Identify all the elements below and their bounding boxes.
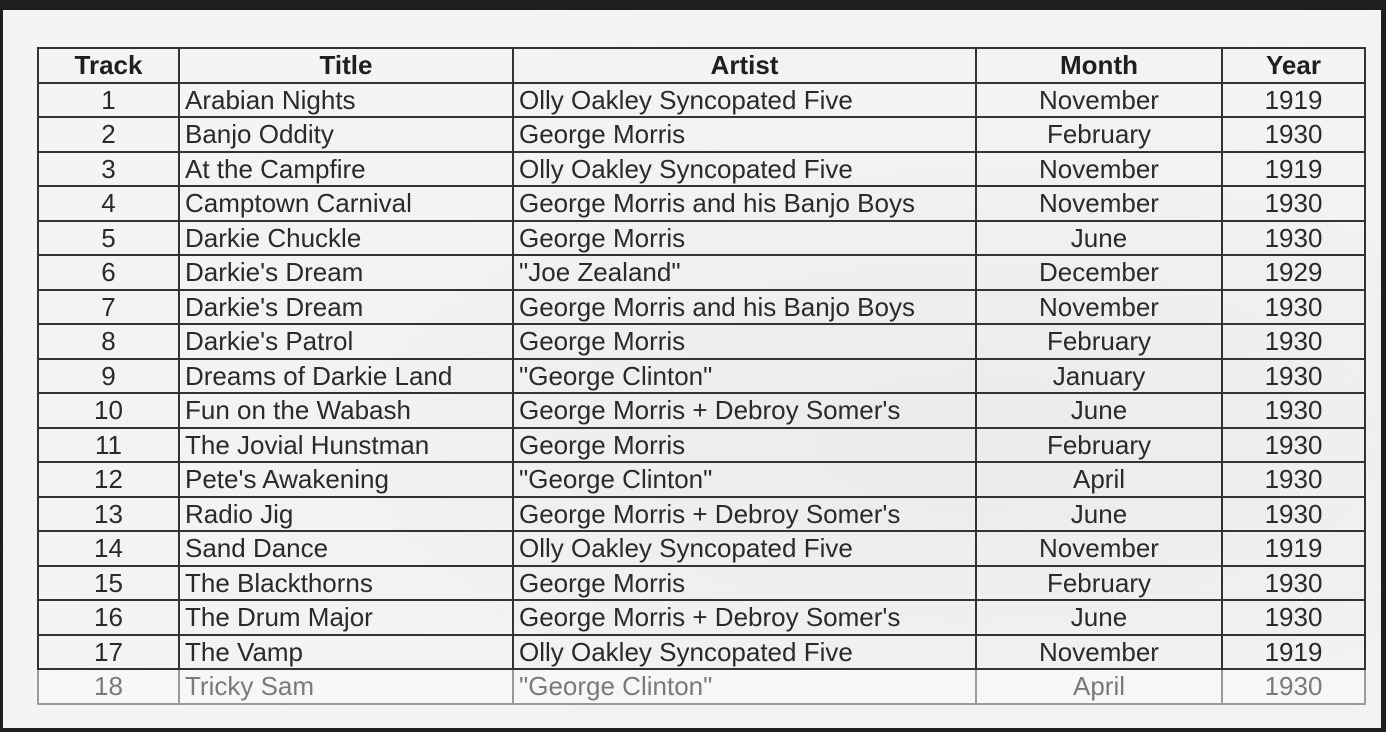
cell-artist: George Morris and his Banjo Boys <box>513 186 976 221</box>
cell-month: June <box>976 393 1222 428</box>
cell-track: 6 <box>38 255 179 290</box>
header-title: Title <box>179 48 513 83</box>
table-row <box>38 152 1365 187</box>
table-row <box>38 186 1365 221</box>
cell-artist: "George Clinton" <box>513 462 976 497</box>
cell-year: 1930 <box>1222 600 1365 635</box>
cell-track: 3 <box>38 152 179 187</box>
cell-title: At the Campfire <box>179 152 513 187</box>
cell-track: 16 <box>38 600 179 635</box>
cell-year: 1930 <box>1222 186 1365 221</box>
table-row <box>38 566 1365 601</box>
cell-track: 12 <box>38 462 179 497</box>
cell-year: 1930 <box>1222 497 1365 532</box>
table-row <box>38 221 1365 256</box>
cell-artist: George Morris + Debroy Somer's <box>513 497 976 532</box>
cell-title: Darkie's Patrol <box>179 324 513 359</box>
cell-track: 8 <box>38 324 179 359</box>
cell-artist: George Morris <box>513 117 976 152</box>
cell-track: 2 <box>38 117 179 152</box>
track-rows <box>38 83 1365 704</box>
cell-track: 14 <box>38 531 179 566</box>
cell-month: February <box>976 324 1222 359</box>
cell-year: 1919 <box>1222 152 1365 187</box>
cell-title: Camptown Carnival <box>179 186 513 221</box>
cell-year: 1919 <box>1222 83 1365 118</box>
cell-month: November <box>976 83 1222 118</box>
cell-month: November <box>976 290 1222 325</box>
cell-artist: Olly Oakley Syncopated Five <box>513 531 976 566</box>
header-month: Month <box>976 48 1222 83</box>
cell-year: 1930 <box>1222 462 1365 497</box>
cell-artist: George Morris + Debroy Somer's <box>513 393 976 428</box>
cell-month: November <box>976 152 1222 187</box>
cell-year: 1929 <box>1222 255 1365 290</box>
cell-artist: George Morris <box>513 221 976 256</box>
scanned-sheet <box>3 10 1381 728</box>
table-row <box>38 393 1365 428</box>
table-row <box>38 531 1365 566</box>
table-row <box>38 290 1365 325</box>
header-row <box>38 48 1365 83</box>
cell-month: June <box>976 221 1222 256</box>
cell-artist: "George Clinton" <box>513 669 976 704</box>
cell-month: November <box>976 186 1222 221</box>
cell-year: 1930 <box>1222 359 1365 394</box>
cell-artist: Olly Oakley Syncopated Five <box>513 635 976 670</box>
table-row <box>38 462 1365 497</box>
cell-title: Darkie's Dream <box>179 255 513 290</box>
cell-year: 1930 <box>1222 428 1365 463</box>
cell-track: 15 <box>38 566 179 601</box>
table-row <box>38 669 1365 704</box>
cell-track: 5 <box>38 221 179 256</box>
track-listing-table <box>37 47 1366 705</box>
cell-title: Banjo Oddity <box>179 117 513 152</box>
table-row <box>38 428 1365 463</box>
cell-track: 17 <box>38 635 179 670</box>
cell-month: April <box>976 669 1222 704</box>
cell-artist: George Morris <box>513 428 976 463</box>
cell-artist: George Morris <box>513 324 976 359</box>
cell-month: April <box>976 462 1222 497</box>
cell-track: 18 <box>38 669 179 704</box>
cell-track: 11 <box>38 428 179 463</box>
table-row <box>38 635 1365 670</box>
cell-title: The Drum Major <box>179 600 513 635</box>
cell-year: 1930 <box>1222 566 1365 601</box>
cell-title: Darkie Chuckle <box>179 221 513 256</box>
cell-artist: "Joe Zealand" <box>513 255 976 290</box>
cell-year: 1919 <box>1222 531 1365 566</box>
cell-month: June <box>976 600 1222 635</box>
cell-title: Darkie's Dream <box>179 290 513 325</box>
cell-artist: George Morris and his Banjo Boys <box>513 290 976 325</box>
cell-month: January <box>976 359 1222 394</box>
cell-year: 1930 <box>1222 669 1365 704</box>
cell-month: November <box>976 531 1222 566</box>
cell-title: Arabian Nights <box>179 83 513 118</box>
cell-month: February <box>976 566 1222 601</box>
cell-title: The Blackthorns <box>179 566 513 601</box>
table-row <box>38 83 1365 118</box>
cell-month: February <box>976 428 1222 463</box>
cell-month: November <box>976 635 1222 670</box>
cell-title: The Vamp <box>179 635 513 670</box>
cell-year: 1930 <box>1222 117 1365 152</box>
cell-title: Tricky Sam <box>179 669 513 704</box>
cell-track: 1 <box>38 83 179 118</box>
header-year: Year <box>1222 48 1365 83</box>
cell-track: 10 <box>38 393 179 428</box>
cell-title: The Jovial Hunstman <box>179 428 513 463</box>
cell-year: 1930 <box>1222 221 1365 256</box>
table-row <box>38 497 1365 532</box>
cell-artist: Olly Oakley Syncopated Five <box>513 152 976 187</box>
cell-year: 1919 <box>1222 635 1365 670</box>
header-artist: Artist <box>513 48 976 83</box>
cell-month: February <box>976 117 1222 152</box>
table-row <box>38 359 1365 394</box>
cell-track: 7 <box>38 290 179 325</box>
table-row <box>38 324 1365 359</box>
cell-title: Pete's Awakening <box>179 462 513 497</box>
cell-artist: "George Clinton" <box>513 359 976 394</box>
table-row <box>38 600 1365 635</box>
cell-month: June <box>976 497 1222 532</box>
cell-title: Dreams of Darkie Land <box>179 359 513 394</box>
cell-year: 1930 <box>1222 324 1365 359</box>
cell-artist: George Morris <box>513 566 976 601</box>
cell-track: 9 <box>38 359 179 394</box>
table-row <box>38 255 1365 290</box>
cell-track: 13 <box>38 497 179 532</box>
table-row <box>38 117 1365 152</box>
cell-track: 4 <box>38 186 179 221</box>
cell-artist: Olly Oakley Syncopated Five <box>513 83 976 118</box>
header-track: Track <box>38 48 179 83</box>
cell-title: Radio Jig <box>179 497 513 532</box>
cell-year: 1930 <box>1222 290 1365 325</box>
cell-year: 1930 <box>1222 393 1365 428</box>
cell-title: Fun on the Wabash <box>179 393 513 428</box>
cell-title: Sand Dance <box>179 531 513 566</box>
cell-month: December <box>976 255 1222 290</box>
cell-artist: George Morris + Debroy Somer's <box>513 600 976 635</box>
